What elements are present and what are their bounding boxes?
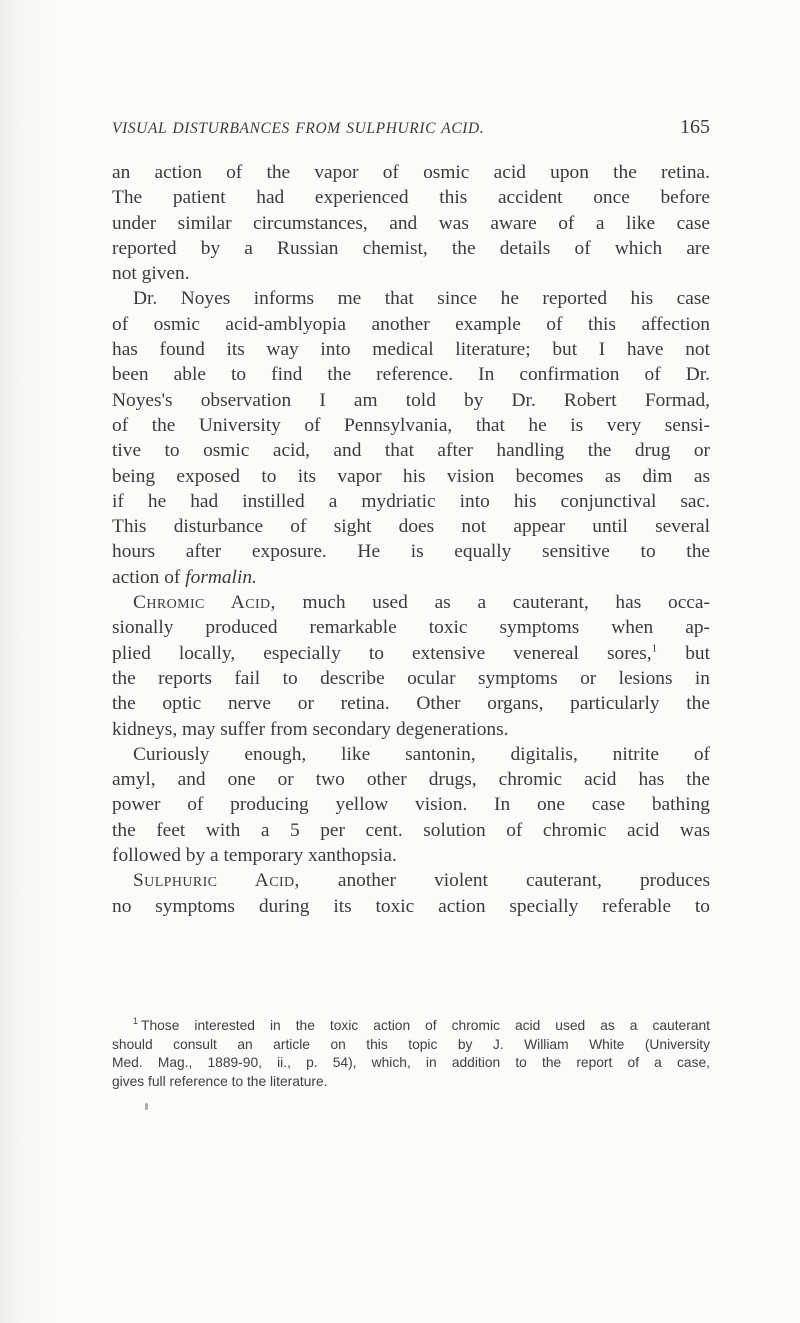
text-line: no symptoms during its toxic action specially referable to <box>112 895 710 917</box>
text-fragment: plied locally, especially to extensive venereal sores, <box>112 642 652 664</box>
running-head: VISUAL DISTURBANCES FROM SULPHURIC ACID. <box>112 120 485 137</box>
footnote-line: should consult an article on this topic by J. William White (University <box>112 1036 710 1052</box>
page-header <box>112 118 710 146</box>
text-line: sionally produced remarkable toxic symptoms when ap- <box>112 617 710 639</box>
text-line: Noyes's observation I am told by Dr. Robert Formad, <box>112 389 710 411</box>
body-text <box>112 160 710 919</box>
text-line: power of producing yellow vision. In one case bathing <box>112 794 710 816</box>
text-line <box>112 590 710 615</box>
text-line: hours after exposure. He is equally sensitive to the <box>112 541 710 563</box>
text-line: Curiously enough, like santonin, digitalis, nitrite of <box>133 743 710 765</box>
text-line: being exposed to its vapor his vision becomes as dim as <box>112 465 710 487</box>
text-line: followed by a temporary xanthopsia. <box>112 845 397 867</box>
text-line: tive to osmic acid, and that after handling the drug or <box>112 440 710 462</box>
text-line: kidneys, may suffer from secondary degenerations. <box>112 718 509 740</box>
text-line: of osmic acid-amblyopia another example of this affection <box>112 313 710 335</box>
text-line: Dr. Noyes informs me that since he reported his case <box>133 288 710 310</box>
text-line: has found its way into medical literature; but I have not <box>112 339 710 361</box>
text-line: The patient had experienced this accident once before <box>112 187 710 209</box>
text-line: not given. <box>112 263 190 285</box>
footnote-text: Those interested in the toxic action of chromic acid used as a cauterant <box>141 1018 710 1033</box>
text-line: This disturbance of sight does not appear until several <box>112 516 710 538</box>
text-line: the optic nerve or retina. Other organs, particularly the <box>112 693 710 715</box>
text-line: of the University of Pennsylvania, that he is very sensi- <box>112 414 710 436</box>
text-line: the feet with a 5 per cent. solution of chromic acid was <box>112 819 710 841</box>
text-fragment: action of <box>112 566 186 588</box>
text-line <box>112 565 710 590</box>
text-fragment: much used as a cauterant, has occa- <box>275 592 710 614</box>
footnote-reference[interactable]: 1 <box>651 642 658 655</box>
ink-speck <box>145 1103 148 1110</box>
text-fragment: but <box>657 642 710 664</box>
section-term: Chromic Acid, <box>133 592 276 614</box>
text-line: under similar circumstances, and was aware of a like case <box>112 212 710 234</box>
text-line: the reports fail to describe ocular symptoms or lesions in <box>112 667 710 689</box>
text-line: if he had instilled a mydriatic into his conjunctival sac. <box>112 490 710 512</box>
page-number: 165 <box>680 116 710 138</box>
footnote-mark: 1 <box>133 1016 139 1027</box>
text-line <box>112 641 710 666</box>
section-term: Sulphuric Acid, <box>133 870 300 892</box>
text-line: an action of the vapor of osmic acid upon the retina. <box>112 162 710 183</box>
text-line: been able to find the reference. In confirmation of Dr. <box>112 364 710 386</box>
text-line: amyl, and one or two other drugs, chromic acid has the <box>112 769 710 791</box>
italic-term: formalin. <box>185 566 257 588</box>
text-line: reported by a Russian chemist, the details of which are <box>112 237 710 259</box>
text-fragment: another violent cauterant, produces <box>299 870 710 892</box>
footnote-line: gives full reference to the literature. <box>112 1073 328 1089</box>
footnote <box>112 1017 710 1091</box>
footnote-line: Med. Mag., 1889-90, ii., p. 54), which, in addition to the report of a case, <box>112 1055 710 1070</box>
footnote-line <box>112 1017 710 1036</box>
text-line <box>112 868 710 893</box>
